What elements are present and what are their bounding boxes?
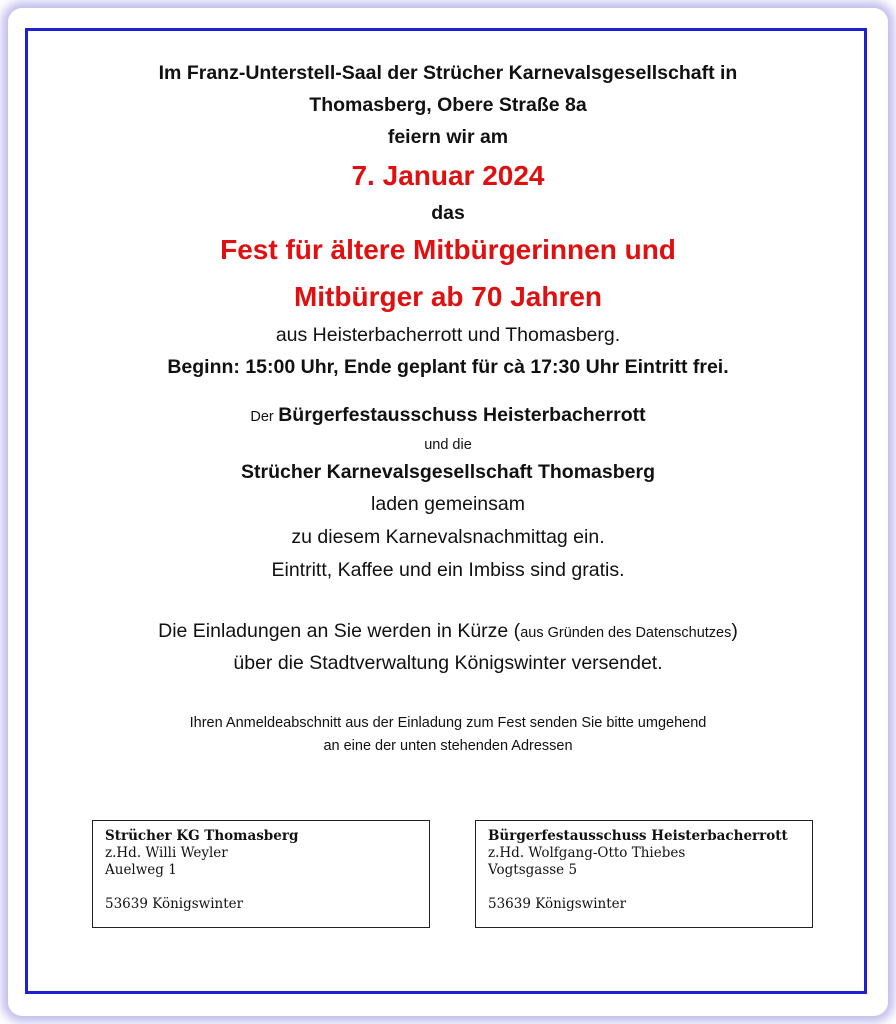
der-prefix: Der [250, 409, 274, 425]
host2-name: Strücher Karnevalsgesellschaft Thomasberg [241, 461, 655, 483]
invitation-end: ) [731, 620, 738, 642]
address-street: Auelweg 1 [105, 862, 177, 878]
address-box-festausschuss [475, 820, 813, 928]
invite-line-3: Eintritt, Kaffee und ein Imbiss sind gratis. [271, 559, 625, 581]
address-city: 53639 Königswinter [488, 896, 627, 912]
intro-line-1: Im Franz-Unterstell-Saal der Strücher Karnevalsgesellschaft in [158, 62, 738, 84]
invite-line-1: laden gemeinsam [371, 493, 525, 515]
address-box-kg [92, 820, 430, 928]
das-line: das [431, 202, 465, 224]
address-city: 53639 Königswinter [105, 896, 244, 912]
und-die-line: und die [424, 437, 472, 453]
host1-name: Bürgerfestausschuss Heisterbacherrott [278, 404, 646, 426]
event-origin: aus Heisterbacherrott und Thomasberg. [275, 324, 621, 346]
event-schedule: Beginn: 15:00 Uhr, Ende geplant für cà 17:30 Uhr Eintritt frei. [167, 356, 729, 378]
invitation-line-1 [0, 620, 896, 643]
address-attn: z.Hd. Wolfgang-Otto Thiebes [488, 845, 686, 861]
invitation-main: Die Einladungen an Sie werden in Kürze ( [158, 620, 521, 642]
address-attn: z.Hd. Willi Weyler [105, 845, 228, 861]
address-name: Bürgerfestausschuss Heisterbacherrott [488, 828, 788, 844]
intro-line-3: feiern wir am [387, 126, 509, 148]
invitation-line-2: über die Stadtverwaltung Königswinter versendet. [233, 652, 663, 674]
event-title-line-1: Fest für ältere Mitbürgerinnen und [220, 234, 676, 265]
registration-line-2: an eine der unten stehenden Adressen [323, 738, 573, 754]
invite-line-2: zu diesem Karnevalsnachmittag ein. [291, 526, 605, 548]
invitation-small: aus Gründen des Datenschutzes [520, 625, 732, 641]
registration-line-1: Ihren Anmeldeabschnitt aus der Einladung zum Fest senden Sie bitte umgehend [189, 715, 707, 731]
intro-line-2: Thomasberg, Obere Straße 8a [309, 94, 587, 116]
event-date: 7. Januar 2024 [351, 160, 545, 191]
address-street: Vogtsgasse 5 [488, 862, 578, 878]
address-name: Strücher KG Thomasberg [105, 828, 299, 844]
event-title-line-2: Mitbürger ab 70 Jahren [293, 281, 603, 312]
host1-line [0, 404, 896, 427]
